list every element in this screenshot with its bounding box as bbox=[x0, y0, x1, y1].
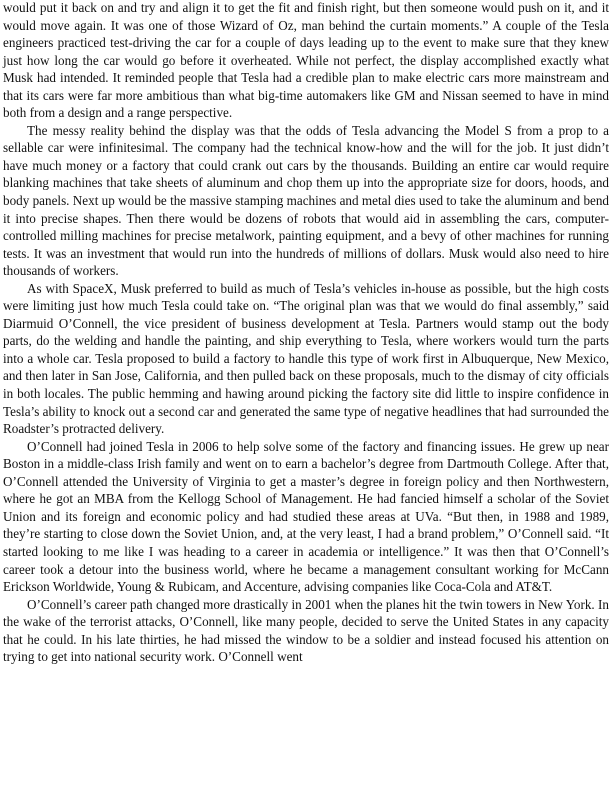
page-body bbox=[3, 0, 609, 666]
paragraph-continued: would put it back on and try and align it to get the fit and finish right, but then someone would push on it, and it would move again. It was one of those Wizard of Oz, man behind the curtain moments.” A couple of the Tesla engineers practiced test-driving the car for a couple of days leading up to the event to make sure that they knew just how long the car would go before it overheated. While not perfect, the display accomplished exactly what Musk had intended. It reminded people that Tesla had a credible plan to make electric cars more mainstream and that its cars were far more ambitious than what big-time automakers like GM and Nissan seemed to have in mind both from a design and a range perspective. bbox=[3, 0, 609, 121]
paragraph-oconnell-background: O’Connell had joined Tesla in 2006 to help solve some of the factory and financing issues. He grew up near Boston in a middle-class Irish family and went on to earn a bachelor’s degree from Dartmouth College. After that, O’Connell attended the University of Virginia to get a master’s degree in foreign policy and then Northwestern, where he got an MBA from the Kellogg School of Management. He had fancied himself a scholar of the Soviet Union and its foreign and economic policy and had studied these areas at UVa. “But then, in 1988 and 1989, they’re starting to close down the Soviet Union, and, at the very least, I had a brand problem,” O’Connell said. “It started looking to me like I was heading to a career in academia or intelligence.” It was then that O’Connell’s career took a detour into the business world, where he became a management consultant working for McCann Erickson Worldwide, Young & Rubicam, and Accenture, advising companies like Coca-Cola and AT&T. bbox=[3, 438, 609, 595]
paragraph-oconnell-career-change: O’Connell’s career path changed more drastically in 2001 when the planes hit the twin towers in New York. In the wake of the terrorist attacks, O’Connell, like many people, decided to serve the United States in any capacity that he could. In his late thirties, he had missed the window to be a soldier and instead focused his attention on trying to get into national security work. O’Connell went bbox=[3, 596, 609, 665]
paragraph-model-s-reality: The messy reality behind the display was that the odds of Tesla advancing the Model S from a prop to a sellable car were infinitesimal. The company had the technical know-how and the will for the job. It just didn’t have much money or a factory that could crank out cars by the thousands. Building an entire car would require blanking machines that take sheets of aluminum and chop them up into the appropriate size for doors, hoods, and body panels. Next up would be the massive stamping machines and metal dies used to take the aluminum and bend it into precise shapes. Then there would be dozens of robots that would aid in assembling the cars, computer-controlled milling machines for precise metalwork, painting equipment, and a bevy of other machines for running tests. It was an investment that would run into the hundreds of millions of dollars. Musk would also need to hire thousands of workers. bbox=[3, 122, 609, 279]
paragraph-final-assembly: As with SpaceX, Musk preferred to build as much of Tesla’s vehicles in-house as possible, but the high costs were limiting just how much Tesla could take on. “The original plan was that we would do final assembly,” said Diarmuid O’Connell, the vice president of business development at Tesla. Partners would stamp out the body parts, do the welding and handle the painting, and ship everything to Tesla, where workers would turn the parts into a whole car. Tesla proposed to build a factory to handle this type of work first in Albuquerque, New Mexico, and then later in San Jose, California, and then pulled back on these proposals, much to the dismay of city officials in both locales. The public hemming and hawing around picking the factory site did little to inspire confidence in Tesla’s ability to knock out a second car and generated the same type of negative headlines that had surrounded the Roadster’s protracted delivery. bbox=[3, 280, 609, 437]
